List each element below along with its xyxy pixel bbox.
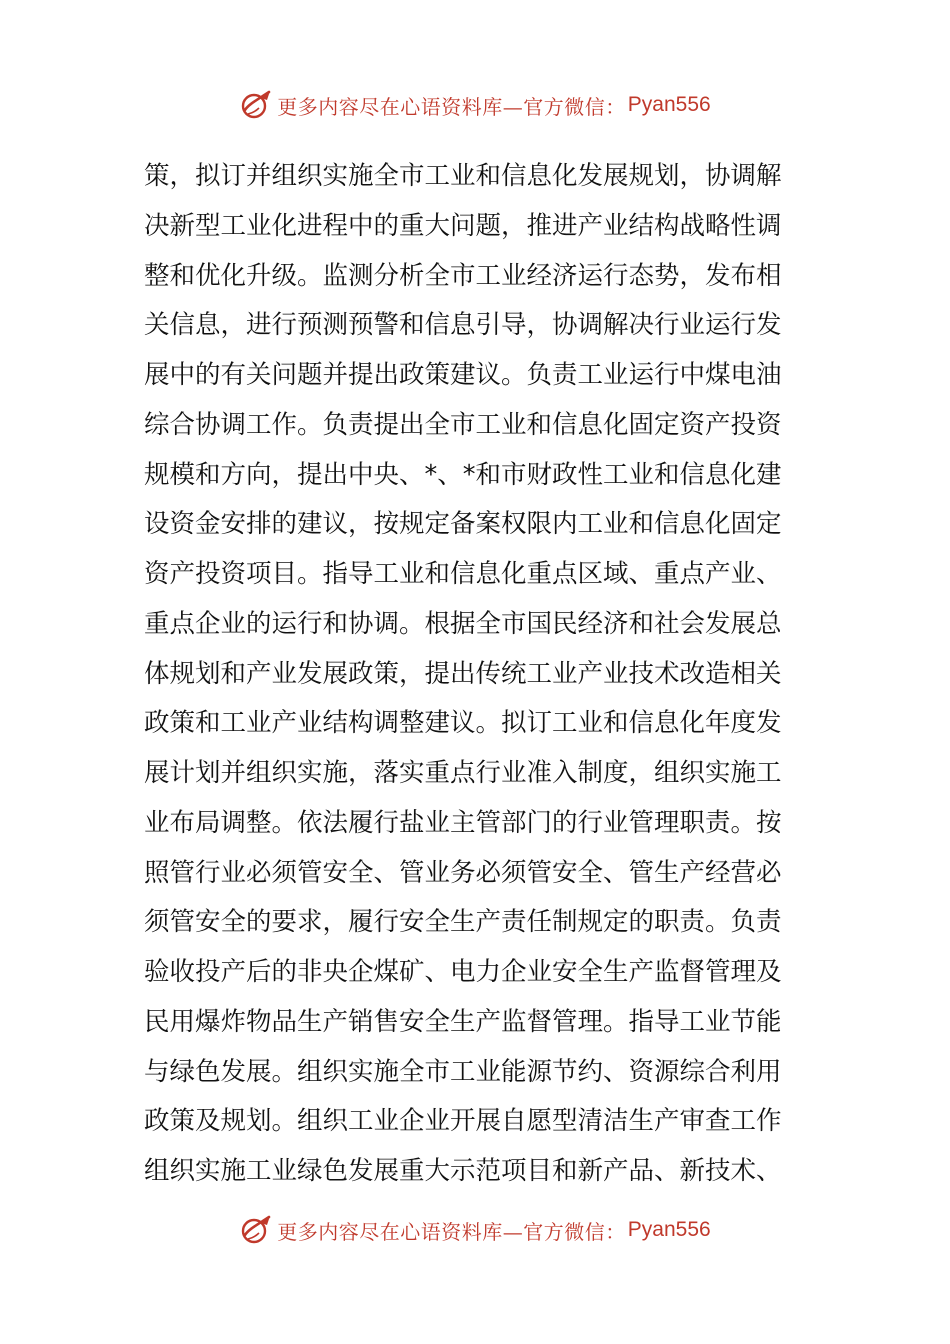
pen-logo-icon: [239, 1213, 273, 1247]
text-line: 资产投资项目。指导工业和信息化重点区域、重点产业、: [144, 559, 782, 589]
footer-watermark: [0, 1210, 950, 1250]
text-line: 民用爆炸物品生产销售安全生产监督管理。指导工业节能: [144, 1006, 782, 1037]
footer-wechat-id: Pyan556: [627, 1218, 711, 1241]
pen-logo-icon: [239, 88, 273, 122]
header-wechat-id: Pyan556: [627, 93, 711, 116]
document-body: [144, 152, 814, 1197]
text-line: 验收投产后的非央企煤矿、电力企业安全生产监督管理及: [144, 957, 782, 987]
text-line: 整和优化升级。监测分析全市工业经济运行态势，发布相: [144, 260, 782, 291]
text-line: 与绿色发展。组织实施全市工业能源节约、资源综合利用: [144, 1056, 782, 1087]
footer-watermark-text: 更多内容尽在心语资料库—官方微信：: [277, 1219, 626, 1244]
text-line: 组织实施工业绿色发展重大示范项目和新产品、新技术、: [144, 1156, 782, 1186]
text-line: 展计划并组织实施，落实重点行业准入制度，组织实施工: [144, 758, 782, 788]
text-line: 决新型工业化进程中的重大问题，推进产业结构战略性调: [144, 210, 782, 241]
text-line: 设资金安排的建议，按规定备案权限内工业和信息化固定: [144, 509, 782, 540]
text-line: 体规划和产业发展政策，提出传统工业产业技术改造相关: [144, 658, 782, 689]
text-line: 业布局调整。依法履行盐业主管部门的行业管理职责。按: [144, 807, 782, 838]
text-line: 综合协调工作。负责提出全市工业和信息化固定资产投资: [144, 409, 782, 440]
text-line: 展中的有关问题并提出政策建议。负责工业运行中煤电油: [144, 360, 782, 390]
text-line: 政策及规划。组织工业企业开展自愿型清洁生产审查工作: [144, 1106, 782, 1137]
text-line: 照管行业必须管安全、管业务必须管安全、管生产经营必: [144, 857, 782, 888]
text-line: 重点企业的运行和协调。根据全市国民经济和社会发展总: [144, 608, 782, 639]
header-watermark: [0, 85, 950, 125]
text-line: 策，拟订并组织实施全市工业和信息化发展规划，协调解: [144, 161, 782, 191]
text-line: 规模和方向，提出中央、*、*和市财政性工业和信息化建: [144, 459, 782, 490]
text-line: 政策和工业产业结构调整建议。拟订工业和信息化年度发: [144, 708, 782, 739]
text-line: 关信息，进行预测预警和信息引导，协调解决行业运行发: [144, 310, 782, 341]
text-line: 须管安全的要求，履行安全生产责任制规定的职责。负责: [144, 907, 782, 938]
header-watermark-text: 更多内容尽在心语资料库—官方微信：: [277, 94, 626, 119]
